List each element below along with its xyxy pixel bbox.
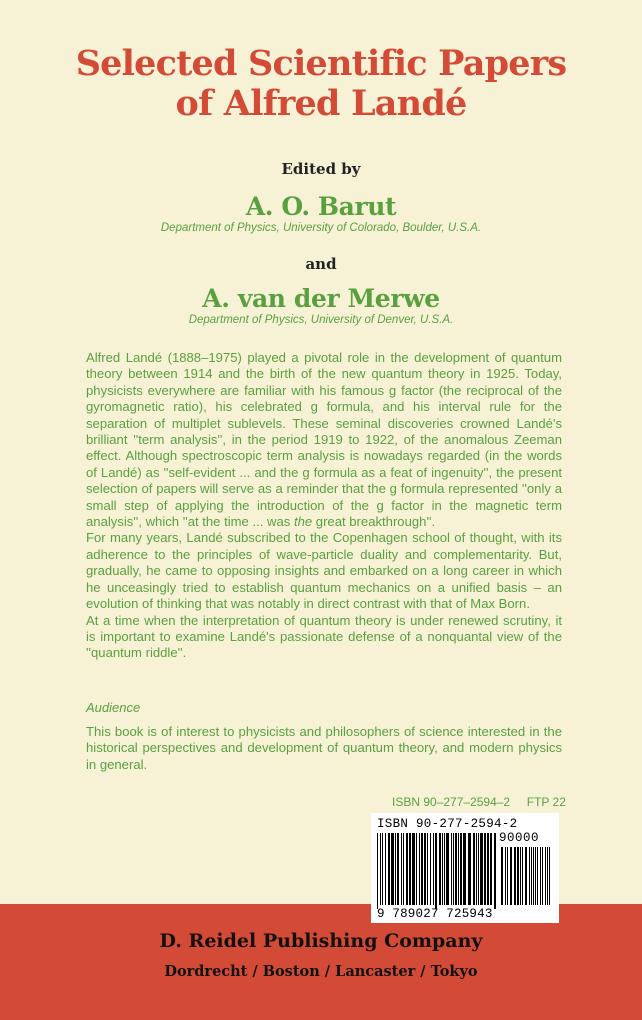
barcode-addon-text: 90000 — [499, 831, 540, 845]
paragraph-1-italic: the — [293, 514, 313, 530]
editor-name-2: A. van der Merwe — [202, 284, 440, 313]
barcode-addon-bar — [510, 847, 512, 905]
barcode-addon-bar — [533, 847, 534, 905]
barcode-addon-bar — [529, 847, 530, 905]
barcode-bar — [484, 833, 486, 905]
barcode-bar — [377, 833, 378, 909]
barcode-bar — [439, 833, 441, 905]
barcode-bar — [458, 833, 459, 905]
barcode-addon-bar — [505, 847, 506, 905]
barcode-bar — [409, 833, 411, 905]
barcode-bar — [476, 833, 477, 905]
barcode — [371, 813, 559, 923]
barcode-bar — [442, 833, 443, 905]
and-label: and — [305, 255, 337, 273]
barcode-bar — [395, 833, 396, 905]
barcode-addon-bar — [535, 847, 536, 905]
barcode-isbn-text: ISBN 90-277-2594-2 — [377, 817, 518, 831]
barcode-addon-bar — [547, 847, 548, 905]
barcode-bar — [401, 833, 402, 905]
book-title — [0, 44, 642, 124]
barcode-addon-bar — [545, 847, 546, 905]
barcode-bar — [427, 833, 428, 905]
barcode-addon-bar — [525, 847, 527, 905]
description-paragraph-1 — [86, 350, 562, 530]
barcode-addon-bar — [522, 847, 523, 905]
barcode-bar — [388, 833, 390, 905]
barcode-addon-bar — [501, 847, 503, 905]
barcode-bar — [391, 833, 394, 905]
barcode-bar — [435, 833, 437, 909]
editor-name-1: A. O. Barut — [245, 192, 397, 221]
barcode-bar — [453, 833, 454, 905]
barcode-number-text: 9 789027 725943 — [377, 907, 493, 921]
barcode-bar — [494, 833, 496, 909]
barcode-bar — [487, 833, 489, 905]
barcode-addon-bar — [549, 847, 550, 905]
description-text — [86, 350, 562, 662]
barcode-bar — [416, 833, 417, 905]
title-line-2: of Alfred Landé — [175, 83, 467, 124]
barcode-bar — [430, 833, 431, 905]
barcode-addon-bar — [531, 847, 532, 905]
barcode-bar — [419, 833, 420, 905]
description-paragraph-3: At a time when the interpretation of quantum theory is under renewed scrutiny, it is important to examine Landé's passionate defense of a nonquantal view of the ''quantum riddle''. — [86, 612, 562, 661]
barcode-bar — [403, 833, 404, 905]
barcode-bar — [421, 833, 423, 905]
publisher-name: D. Reidel Publishing Company — [159, 930, 483, 952]
barcode-addon-bar — [540, 847, 541, 905]
barcode-bar — [385, 833, 386, 905]
barcode-bar — [446, 833, 449, 905]
barcode-addon-bar — [507, 847, 508, 905]
barcode-bar — [480, 833, 483, 905]
barcode-addon-bar — [520, 847, 521, 905]
barcode-addon-bar — [537, 847, 538, 905]
audience-heading: Audience — [86, 700, 141, 715]
edited-by-label: Edited by — [281, 160, 361, 178]
editor-affiliation-1: Department of Physics, University of Colorado, Boulder, U.S.A. — [160, 222, 482, 234]
barcode-bar — [455, 833, 457, 905]
barcode-bar — [478, 833, 479, 905]
barcode-bar — [451, 833, 452, 905]
publisher-cities: Dordrecht / Boston / Lancaster / Tokyo — [164, 963, 478, 980]
title-line-1: Selected Scientific Papers — [75, 43, 567, 84]
barcode-bar — [433, 833, 434, 905]
barcode-addon-bar — [517, 847, 519, 905]
barcode-bar — [382, 833, 383, 905]
barcode-addon-bar — [542, 847, 543, 905]
barcode-bar — [424, 833, 426, 905]
barcode-bar — [460, 833, 462, 905]
barcode-bar — [473, 833, 475, 905]
barcode-bar — [380, 833, 381, 905]
paragraph-1-text: Alfred Landé (1888–1975) played a pivotal role in the development of quantum theory between 1914 and the birth of the new quantum theory in 1925. Today, physicists everywhere are familiar with his famous g factor (the reciprocal of the gyromagnetic ratio), his celebrated g formula, and his interval rule for the separation of multiplet sublevels. These seminal discoveries crowned Landé's brilliant ''term analysis'', in the period 1919 to 1922, of the anomalous Zeeman effect. Although spectroscopic term analysis is nowadays regarded (in the words of Landé) as ''self-evident ... and the g formula as a feat of ingenuity'', the present selection of papers will serve as a reminder that the g formula represented ''only a small step of applying the introduction of the g factor in the magnetic term analysis'', which ''at the time ... was — [86, 350, 562, 530]
isbn-line: ISBN 90–277–2594–2 FTP 22 — [392, 795, 566, 809]
barcode-bar — [490, 833, 492, 905]
barcode-bar — [412, 833, 415, 905]
barcode-bar — [463, 833, 466, 905]
barcode-bar — [468, 833, 471, 905]
editor-affiliation-2: Department of Physics, University of Denver, U.S.A. — [188, 314, 454, 326]
barcode-addon-bar — [514, 847, 516, 905]
description-paragraph-2: For many years, Landé subscribed to the Copenhagen school of thought, with its adherence to the principles of wave-particle duality and complementarity. But, gradually, he came to opposing insights and embarked on a long career in which he unceasingly tried to establish quantum mechanics on a unified basis – an evolution of thinking that was notably in direct contrast with that of Max Born. — [86, 530, 562, 612]
barcode-bar — [406, 833, 408, 905]
paragraph-1-end: great breakthrough''. — [312, 514, 436, 530]
barcode-bar — [444, 833, 445, 905]
audience-text: This book is of interest to physicists and philosophers of science interested in the historical perspectives and development of quantum theory, and modern physics in general. — [86, 724, 562, 772]
barcode-bar — [397, 833, 399, 905]
